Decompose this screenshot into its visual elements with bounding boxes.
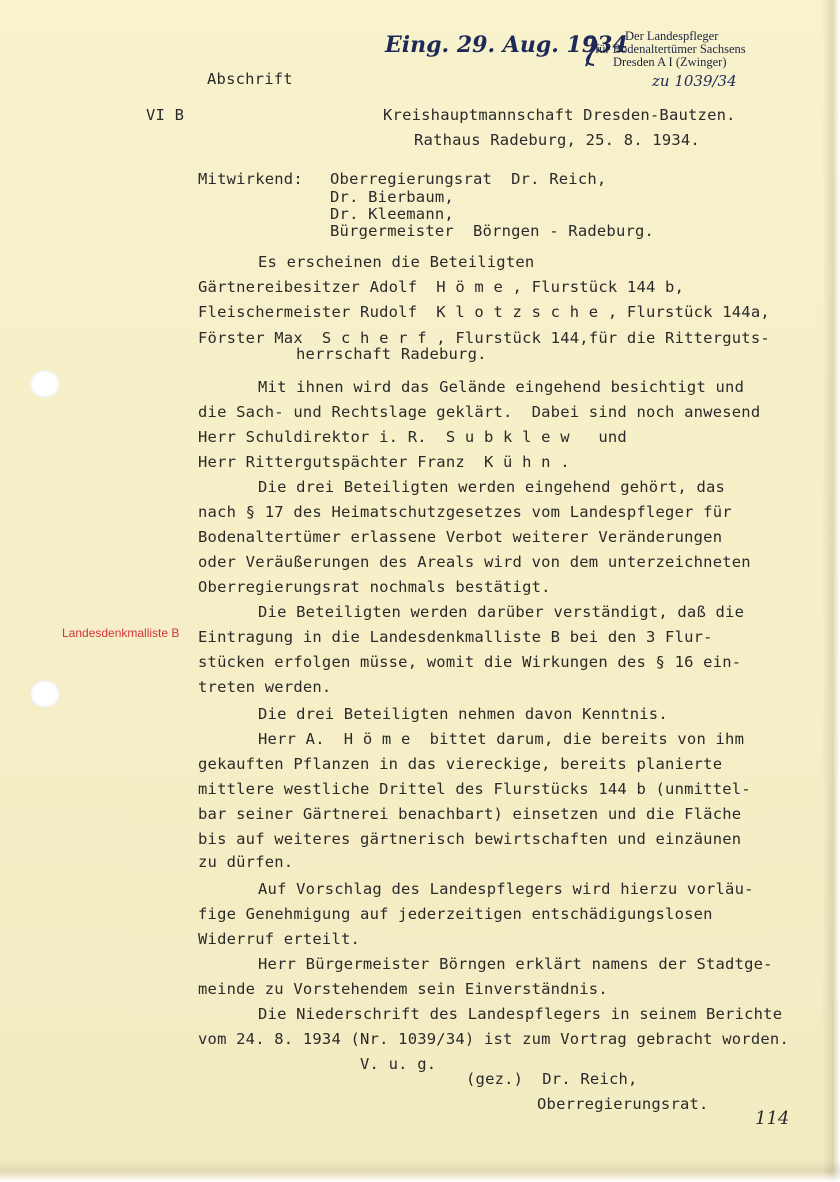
department-code: VI B [146, 106, 185, 124]
body-line: die Sach- und Rechtslage geklärt. Dabei sind noch anwesend [198, 403, 761, 421]
copy-label: Abschrift [207, 70, 293, 88]
body-line: meinde zu Vorstehendem sein Einverständnis. [198, 980, 608, 998]
body-line: vom 24. 8. 1934 (Nr. 1039/34) ist zum Vortrag gebracht worden. [198, 1030, 789, 1048]
punch-hole-top [30, 370, 60, 398]
body-line: oder Veräußerungen des Areals wird von dem unterzeichneten [198, 553, 751, 571]
page-edge-right [822, 0, 840, 1182]
participant-line: Bürgermeister Börngen - Radeburg. [330, 222, 655, 240]
stamp-line-2: für Bodenaltertümer Sachsens [595, 42, 746, 56]
body-line: Die drei Beteiligten nehmen davon Kenntnis. [258, 705, 668, 723]
body-line: fige Genehmigung auf jederzeitigen entschädigungslosen [198, 905, 713, 923]
body-line: Die drei Beteiligten werden eingehend gehört, das [258, 478, 726, 496]
body-line: Herr Rittergutspächter Franz K ü h n . [198, 453, 570, 471]
body-line: nach § 17 des Heimatschutzgesetzes vom Landespfleger für [198, 503, 732, 521]
body-line: Mit ihnen wird das Gelände eingehend besichtigt und [258, 378, 745, 396]
place-date: Rathaus Radeburg, 25. 8. 1934. [414, 131, 700, 149]
margin-note: Landesdenkmalliste B [62, 626, 180, 640]
body-line: Widerruf erteilt. [198, 930, 361, 948]
stamp-line-3: Dresden A I (Zwinger) [613, 55, 727, 69]
page-edge-bottom [0, 1160, 840, 1182]
punch-hole-bottom [30, 680, 60, 708]
body-line: Herr A. H ö m e bittet darum, die bereits von ihm [258, 730, 745, 748]
body-line: Förster Max S c h e r f , Flurstück 144,für die Ritterguts- [198, 329, 770, 347]
body-line: gekauften Pflanzen in das viereckige, bereits planierte [198, 755, 723, 773]
signature-line: (gez.) Dr. Reich, [466, 1070, 638, 1088]
body-line: treten werden. [198, 678, 332, 696]
participant-line: Oberregierungsrat Dr. Reich, [330, 170, 607, 188]
participant-line: Dr. Kleemann, [330, 205, 454, 223]
participants-label: Mitwirkend: [198, 170, 303, 188]
signatory-title: Oberregierungsrat. [537, 1095, 709, 1113]
body-line: herrschaft Radeburg. [296, 345, 487, 363]
body-line: zu dürfen. [198, 853, 294, 871]
participant-line: Dr. Bierbaum, [330, 188, 454, 206]
closing-vug: V. u. g. [360, 1055, 437, 1073]
body-line: mittlere westliche Drittel des Flurstücks 144 b (unmittel- [198, 780, 751, 798]
body-line: bar seiner Gärtnerei benachbart) einsetzen und die Fläche [198, 805, 742, 823]
body-line: Auf Vorschlag des Landespflegers wird hierzu vorläu- [258, 880, 754, 898]
body-line: Eintragung in die Landesdenkmalliste B bei den 3 Flur- [198, 628, 713, 646]
body-line: Fleischermeister Rudolf K l o t z s c h e , Flurstück 144a, [198, 303, 770, 321]
stamp-line-1: Der Landespfleger [625, 29, 719, 43]
file-reference: zu 1039/34 [652, 72, 737, 90]
body-line: Gärtnereibesitzer Adolf H ö m e , Flurstück 144 b, [198, 278, 685, 296]
body-line: stücken erfolgen müsse, womit die Wirkungen des § 16 ein- [198, 653, 742, 671]
office-name: Kreishauptmannschaft Dresden-Bautzen. [383, 106, 736, 124]
office-stamp [595, 30, 805, 69]
body-line: Bodenaltertümer erlassene Verbot weiterer Veränderungen [198, 528, 723, 546]
body-line: Oberregierungsrat nochmals bestätigt. [198, 578, 551, 596]
body-line: Die Niederschrift des Landespflegers in seinem Berichte [258, 1005, 783, 1023]
body-line: Die Beteiligten werden darüber verständigt, daß die [258, 603, 745, 621]
received-stamp: Eing. 29. Aug. 1934 [385, 32, 628, 58]
page-number: 114 [755, 1108, 790, 1129]
body-line: bis auf weiteres gärtnerisch bewirtschaften und einzäunen [198, 830, 742, 848]
body-line: Herr Bürgermeister Börngen erklärt namens der Stadtge- [258, 955, 773, 973]
body-line: Es erscheinen die Beteiligten [258, 253, 535, 271]
body-line: Herr Schuldirektor i. R. S u b k l e w und [198, 428, 627, 446]
